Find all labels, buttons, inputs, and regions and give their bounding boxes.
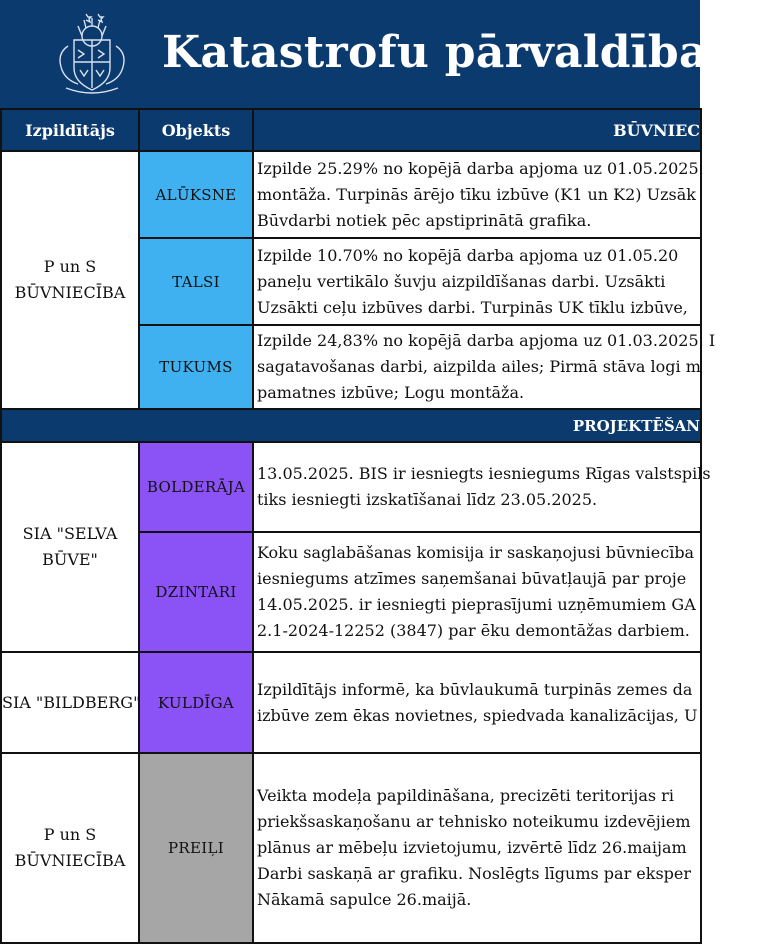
- column-header-executor: Izpildītājs: [1, 109, 139, 151]
- description-line: tiks iesniegti izskatīšanai līdz 23.05.2025.: [257, 490, 598, 509]
- executor-line: BŪVE": [42, 550, 98, 569]
- description-line: Izpilde 24,83% no kopējā darba apjoma uz 01.03.2025. I: [257, 331, 716, 350]
- executor-line: BŪVNIECĪBA: [14, 283, 126, 302]
- description-cell: [253, 532, 701, 652]
- column-header-object: Objekts: [139, 109, 253, 151]
- executor-line: SIA "SELVA: [22, 524, 118, 543]
- description-cell: [253, 753, 701, 943]
- description-cell: [253, 238, 701, 325]
- description-line: Izpildītājs informē, ka būvlaukumā turpinās zemes da: [257, 679, 693, 699]
- description-line: priekšsaskaņošanu ar tehnisko noteikumu izdevējiem: [257, 812, 691, 831]
- description-line: Uzsākti ceļu izbūves darbi. Turpinās UK tīklu izbūve,: [257, 297, 688, 317]
- object-cell: TUKUMS: [139, 325, 253, 409]
- object-cell: PREIĻI: [139, 753, 253, 943]
- description-line: pamatnes izbūve; Logu montāža.: [257, 383, 525, 402]
- object-cell: DZINTARI: [139, 532, 253, 652]
- page-header: [0, 0, 776, 108]
- description-line: Darbi saskaņā ar grafiku. Noslēgts līgums par eksper: [257, 864, 692, 883]
- description-line: 14.05.2025. ir iesniegti pieprasījumi uzņēmumiem GA: [257, 595, 696, 614]
- section-title: PROJEKTĒŠAN: [1, 409, 701, 442]
- object-cell: BOLDERĀJA: [139, 442, 253, 532]
- object-cell: KULDĪGA: [139, 652, 253, 753]
- executor-line: P un S: [43, 257, 97, 276]
- description-line: Izpilde 10.70% no kopējā darba apjoma uz 01.05.20: [257, 245, 679, 265]
- table-row: [1, 652, 701, 753]
- executor-cell: [1, 151, 139, 409]
- table-row: [1, 442, 701, 532]
- coat-of-arms-icon: [48, 10, 136, 98]
- column-header-construction: BŪVNIEC: [253, 109, 701, 151]
- section-row-projecting: [1, 409, 701, 442]
- description-line: sagatavošanas darbi, aizpilda ailes; Pirmā stāva logi m: [257, 357, 701, 376]
- object-cell: ALŪKSNE: [139, 151, 253, 238]
- table-header-row: [1, 109, 701, 151]
- description-line: iesniegums atzīmes saņemšanai būvatļaujā par proje: [257, 569, 687, 588]
- description-line: Būvdarbi notiek pēc apstiprinātā grafika.: [257, 210, 592, 230]
- description-line: Izpilde 25.29% no kopējā darba apjoma uz 01.05.2025.: [257, 158, 704, 178]
- description-line: paneļu vertikālo šuvju aizpildīšanas darbi. Uzsākti: [257, 271, 666, 291]
- description-line: plānus ar mēbeļu izvietojumu, izvērtē līdz 26.maijam: [257, 838, 687, 857]
- description-cell: [253, 151, 704, 238]
- description-line: izbūve zem ēkas novietnes, spiedvada kanalizācijas, U: [257, 705, 698, 725]
- status-table: [0, 108, 716, 944]
- executor-cell: SIA "BILDBERG": [1, 652, 139, 753]
- table-row: [1, 151, 701, 238]
- description-line: 2.1-2024-12252 (3847) par ēku demontāžas darbiem.: [257, 621, 690, 640]
- description-cell: [253, 652, 701, 753]
- table-row: [1, 753, 701, 943]
- page-title: Katastrofu pārvaldības c: [162, 27, 776, 78]
- description-line: montāža. Turpinās ārējo tīku izbūve (K1 un K2) Uzsāk: [257, 184, 696, 204]
- description-line: 13.05.2025. BIS ir iesniegts iesniegums Rīgas valstspils: [257, 464, 711, 483]
- executor-line: P un S: [43, 825, 97, 844]
- executor-cell: [1, 753, 139, 943]
- executor-line: BŪVNIECĪBA: [14, 851, 126, 870]
- description-line: Koku saglabāšanas komisija ir saskaņojusi būvniecība: [257, 543, 695, 562]
- description-cell: [253, 442, 711, 532]
- executor-cell: [1, 442, 139, 652]
- object-cell: TALSI: [139, 238, 253, 325]
- description-line: Veikta modeļa papildināšana, precizēti teritorijas ri: [257, 786, 674, 805]
- description-line: Nākamā sapulce 26.maijā.: [257, 890, 472, 909]
- description-cell: [253, 325, 716, 409]
